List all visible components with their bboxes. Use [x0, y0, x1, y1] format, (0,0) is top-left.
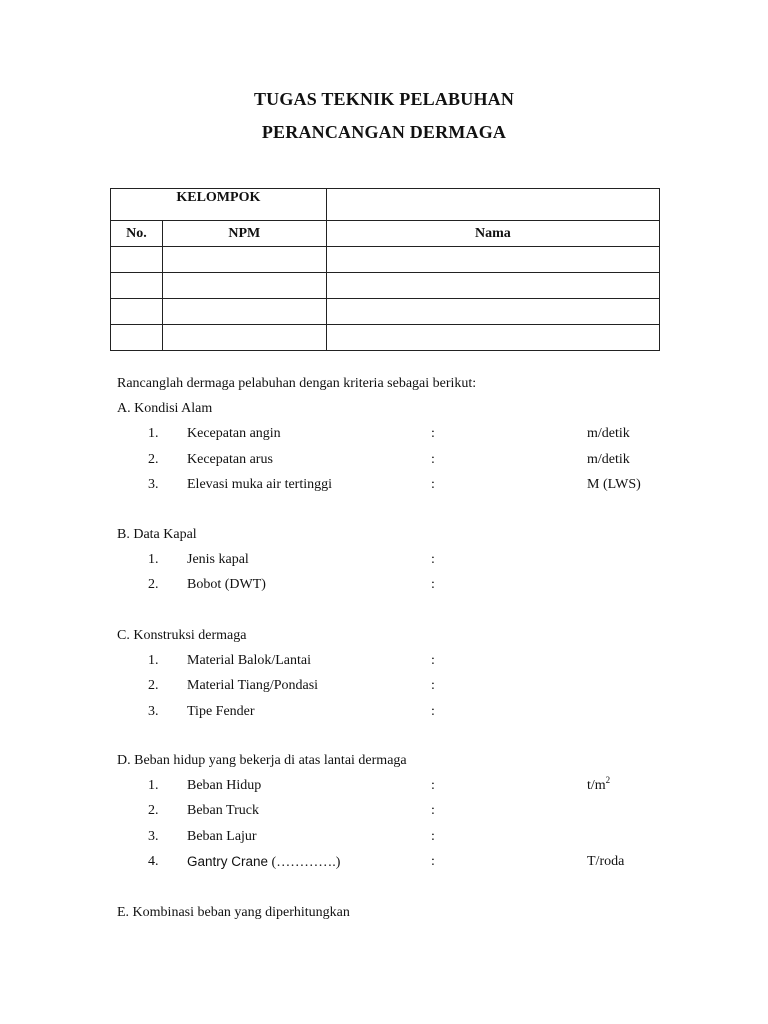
- table-row: [111, 273, 660, 299]
- item-colon: :: [431, 552, 435, 567]
- item-number: 2.: [148, 452, 159, 467]
- item-label: Jenis kapal: [187, 552, 249, 567]
- intro-text: Rancanglah dermaga pelabuhan dengan kriteria sebagai berikut:: [117, 376, 477, 391]
- cell-nama[interactable]: [326, 299, 659, 325]
- table-row: [111, 247, 660, 273]
- group-table: [110, 188, 660, 351]
- section-c-heading: C. Konstruksi dermaga: [117, 628, 247, 643]
- cell-no[interactable]: [111, 247, 163, 273]
- item-unit: M (LWS): [587, 477, 641, 492]
- cell-npm[interactable]: [162, 247, 326, 273]
- cell-npm[interactable]: [162, 273, 326, 299]
- item-colon: :: [431, 803, 435, 818]
- item-number: 3.: [148, 704, 159, 719]
- header-no: No.: [111, 221, 163, 247]
- section-b-heading: B. Data Kapal: [117, 527, 197, 542]
- cell-npm[interactable]: [162, 325, 326, 351]
- item-label: Kecepatan angin: [187, 426, 281, 441]
- cell-npm[interactable]: [162, 299, 326, 325]
- item-number: 3.: [148, 477, 159, 492]
- item-colon: :: [431, 778, 435, 793]
- item-number: 2.: [148, 678, 159, 693]
- document-subtitle: PERANCANGAN DERMAGA: [261, 122, 507, 142]
- cell-no[interactable]: [111, 325, 163, 351]
- item-label: Material Balok/Lantai: [187, 653, 312, 668]
- item-label: Kecepatan arus: [187, 452, 273, 467]
- cell-nama[interactable]: [326, 325, 659, 351]
- unit-base: t/m: [587, 778, 606, 793]
- cell-no[interactable]: [111, 273, 163, 299]
- gantry-crane-label: Gantry Crane: [187, 854, 269, 869]
- kelompok-row: [111, 189, 660, 221]
- item-colon: :: [431, 577, 435, 592]
- item-label: Bobot (DWT): [187, 577, 266, 592]
- item-label: Material Tiang/Pondasi: [187, 678, 319, 693]
- cell-nama[interactable]: [326, 247, 659, 273]
- item-number: 4.: [148, 854, 159, 869]
- item-colon: :: [431, 704, 435, 719]
- table-header-row: [111, 221, 660, 247]
- kelompok-label: KELOMPOK: [111, 189, 327, 221]
- item-number: 3.: [148, 829, 159, 844]
- item-label: Beban Lajur: [187, 829, 257, 844]
- item-colon: :: [431, 854, 435, 869]
- item-number: 1.: [148, 426, 159, 441]
- cell-no[interactable]: [111, 299, 163, 325]
- item-colon: :: [431, 452, 435, 467]
- cell-nama[interactable]: [326, 273, 659, 299]
- header-npm: NPM: [162, 221, 326, 247]
- section-e-heading: E. Kombinasi beban yang diperhitungkan: [117, 905, 350, 920]
- item-number: 1.: [148, 653, 159, 668]
- item-number: 1.: [148, 552, 159, 567]
- item-label: Beban Truck: [187, 803, 259, 818]
- item-label: Elevasi muka air tertinggi: [187, 477, 333, 492]
- table-row: [111, 325, 660, 351]
- header-nama: Nama: [326, 221, 659, 247]
- item-number: 1.: [148, 778, 159, 793]
- item-number: 2.: [148, 803, 159, 818]
- item-unit: m/detik: [587, 426, 630, 441]
- section-d-heading: D. Beban hidup yang bekerja di atas lantai dermaga: [117, 753, 407, 768]
- kelompok-value-cell[interactable]: [326, 189, 659, 221]
- item-unit: m/detik: [587, 452, 630, 467]
- item-label: [187, 854, 340, 871]
- section-a-heading: A. Kondisi Alam: [117, 401, 213, 416]
- item-label: Tipe Fender: [187, 704, 255, 719]
- gantry-crane-blank: (………….): [268, 855, 341, 870]
- item-number: 2.: [148, 577, 159, 592]
- item-colon: :: [431, 426, 435, 441]
- table-row: [111, 299, 660, 325]
- unit-superscript: 2: [605, 775, 611, 785]
- item-label: Beban Hidup: [187, 778, 262, 793]
- item-colon: :: [431, 477, 435, 492]
- item-colon: :: [431, 678, 435, 693]
- item-unit: [587, 775, 611, 794]
- document-title: TUGAS TEKNIK PELABUHAN: [253, 89, 515, 109]
- item-unit: T/roda: [587, 854, 625, 869]
- item-colon: :: [431, 653, 435, 668]
- item-colon: :: [431, 829, 435, 844]
